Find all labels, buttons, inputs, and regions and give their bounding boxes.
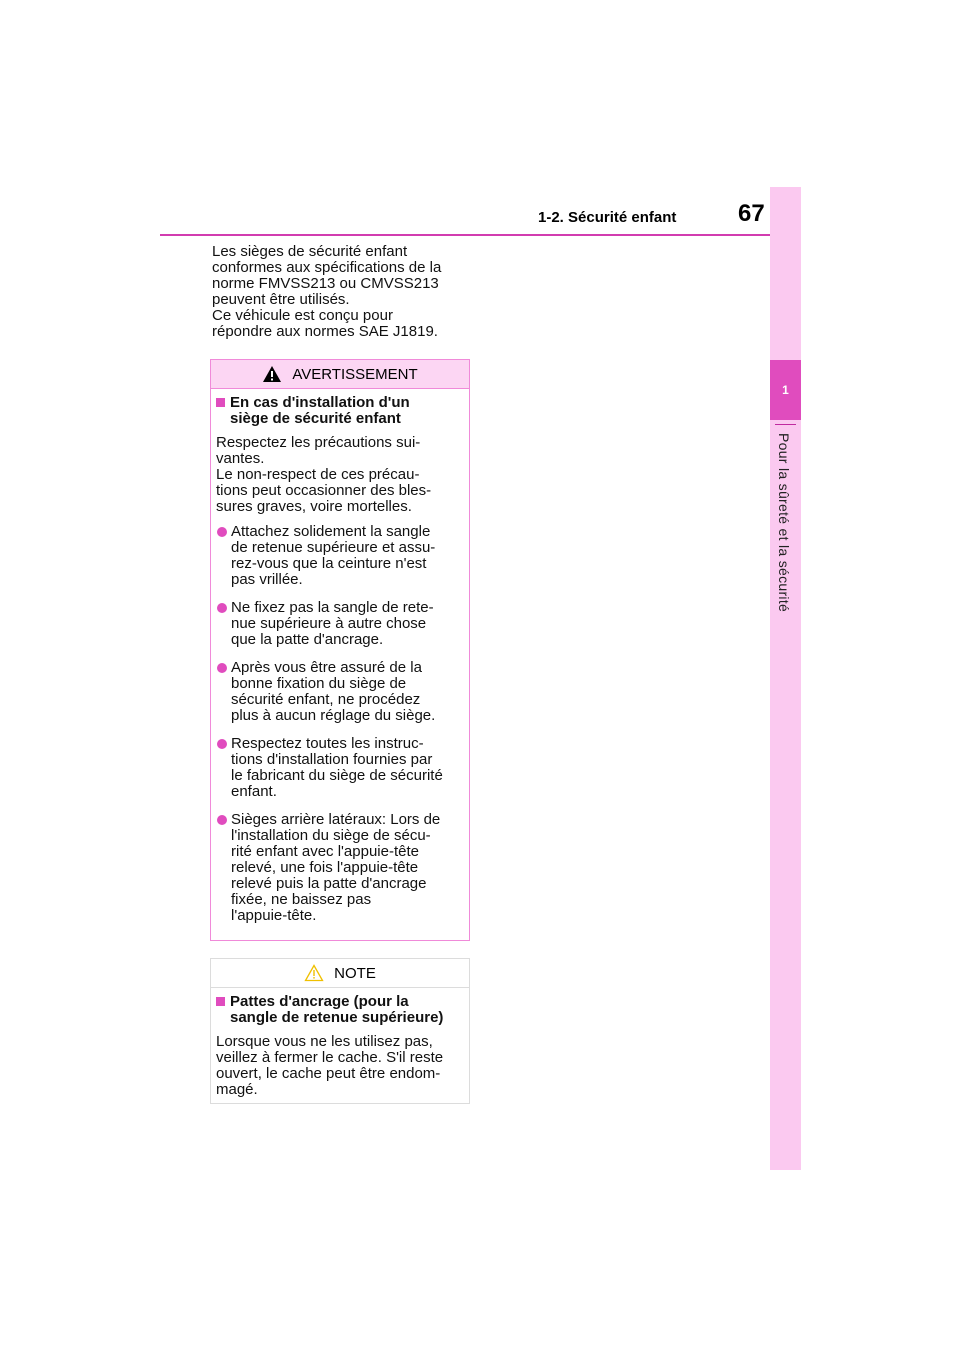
- warning-label: AVERTISSEMENT: [292, 365, 418, 383]
- warning-body: [211, 389, 469, 924]
- list-item: [216, 660, 463, 724]
- chapter-title: Pour la sûreté et la sécurité: [776, 433, 792, 613]
- note-label: NOTE: [334, 964, 376, 982]
- text-line: relevé, une fois l'appuie-tête: [231, 859, 419, 876]
- text-line: veillez à fermer le cache. S'il reste: [216, 1049, 444, 1066]
- text-line: sures graves, voire mortelles.: [216, 498, 412, 515]
- section-title: 1-2. Sécurité enfant: [538, 209, 677, 226]
- circle-bullet-icon: [217, 815, 227, 825]
- square-bullet-icon: [216, 398, 225, 407]
- list-item: [216, 524, 463, 588]
- circle-bullet-icon: [217, 739, 227, 749]
- intro-line: Les sièges de sécurité enfant: [212, 243, 408, 260]
- circle-bullet-icon: [217, 663, 227, 673]
- intro-line: répondre aux normes SAE J1819.: [212, 323, 438, 340]
- subhead-line: siège de sécurité enfant: [230, 410, 401, 427]
- page-number: 67: [738, 200, 765, 227]
- warning-triangle-icon: [262, 365, 282, 383]
- header-divider: [160, 234, 770, 236]
- text-line: Lorsque vous ne les utilisez pas,: [216, 1033, 433, 1050]
- intro-paragraph: [212, 244, 482, 340]
- text-line: de retenue supérieure et assu-: [231, 539, 436, 556]
- text-line: magé.: [216, 1081, 258, 1098]
- intro-line: peuvent être utilisés.: [212, 291, 350, 308]
- subhead-line: En cas d'installation d'un: [230, 394, 410, 411]
- text-line: l'appuie-tête.: [231, 907, 317, 924]
- list-item: [216, 600, 463, 648]
- text-line: enfant.: [231, 783, 277, 800]
- text-line: bonne fixation du siège de: [231, 675, 407, 692]
- text-line: Le non-respect de ces précau-: [216, 466, 420, 483]
- caution-outline-icon: [304, 964, 324, 982]
- circle-bullet-icon: [217, 603, 227, 613]
- intro-line: Ce véhicule est conçu pour: [212, 307, 393, 324]
- text-line: le fabricant du siège de sécurité: [231, 767, 443, 784]
- text-line: sécurité enfant, ne procédez: [231, 691, 421, 708]
- list-item: [216, 736, 463, 800]
- note-header: [211, 959, 469, 988]
- warning-intro: [216, 435, 463, 515]
- warning-box: [210, 359, 470, 941]
- text-line: plus à aucun réglage du siège.: [231, 707, 436, 724]
- text-line: vantes.: [216, 450, 265, 467]
- square-bullet-icon: [216, 997, 225, 1006]
- text-line: rité enfant avec l'appuie-tête: [231, 843, 419, 860]
- subhead-line: Pattes d'ancrage (pour la: [230, 993, 409, 1010]
- warning-header: [211, 360, 469, 389]
- text-line: l'installation du siège de sécu-: [231, 827, 431, 844]
- list-item: [216, 812, 463, 924]
- side-tab-divider: [775, 424, 796, 425]
- note-subhead: [216, 994, 463, 1026]
- note-body: [211, 988, 469, 1098]
- note-box: [210, 958, 470, 1104]
- intro-line: conformes aux spécifications de la: [212, 259, 442, 276]
- text-line: que la patte d'ancrage.: [231, 631, 384, 648]
- intro-line: norme FMVSS213 ou CMVSS213: [212, 275, 439, 292]
- subhead-line: sangle de retenue supérieure): [230, 1009, 444, 1026]
- text-line: rez-vous que la ceinture n'est: [231, 555, 427, 572]
- text-line: relevé puis la patte d'ancrage: [231, 875, 427, 892]
- text-line: Respectez les précautions sui-: [216, 434, 421, 451]
- text-line: pas vrillée.: [231, 571, 303, 588]
- text-line: Sièges arrière latéraux: Lors de: [231, 811, 441, 828]
- warning-subhead: [216, 395, 463, 427]
- text-line: tions peut occasionner des bles-: [216, 482, 432, 499]
- note-text: [216, 1034, 463, 1098]
- text-line: Ne fixez pas la sangle de rete-: [231, 599, 434, 616]
- text-line: ouvert, le cache peut être endom-: [216, 1065, 441, 1082]
- text-line: nue supérieure à autre chose: [231, 615, 427, 632]
- text-line: Attachez solidement la sangle: [231, 523, 431, 540]
- text-line: Après vous être assuré de la: [231, 659, 422, 676]
- chapter-number: 1: [770, 360, 801, 420]
- text-line: Respectez toutes les instruc-: [231, 735, 424, 752]
- circle-bullet-icon: [217, 527, 227, 537]
- side-tab: [770, 187, 801, 1170]
- text-line: tions d'installation fournies par: [231, 751, 433, 768]
- text-line: fixée, ne baissez pas: [231, 891, 372, 908]
